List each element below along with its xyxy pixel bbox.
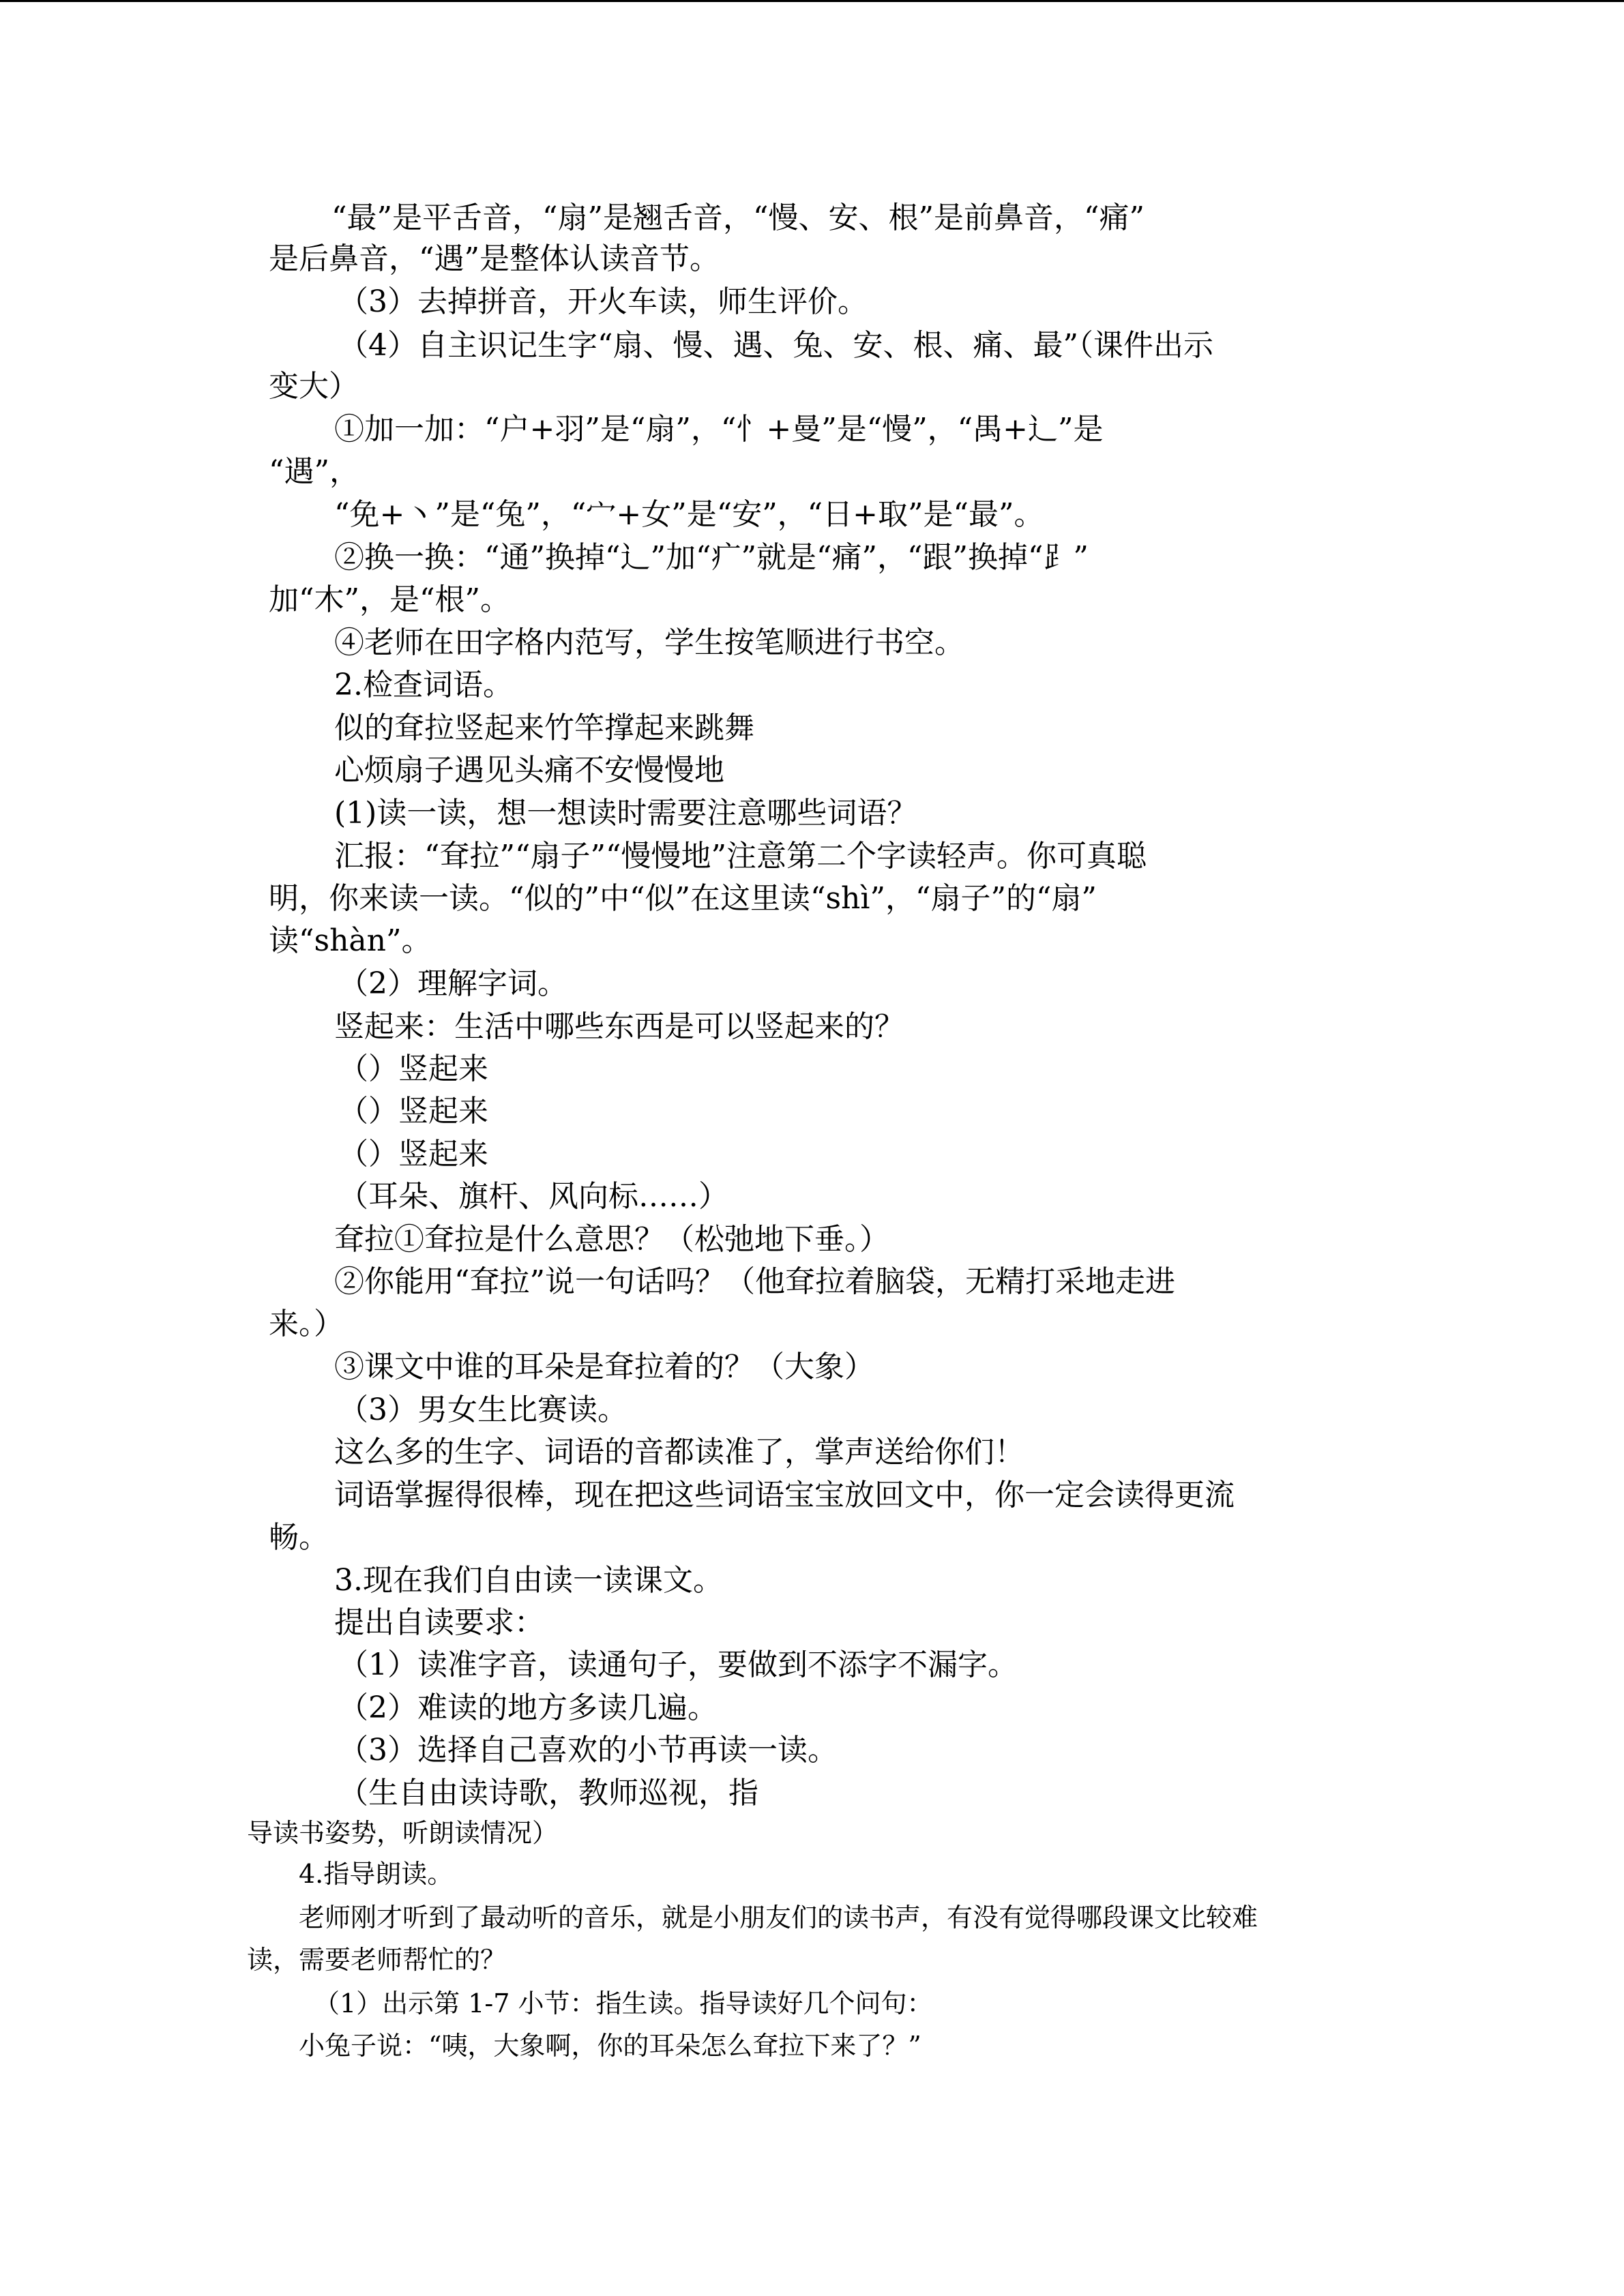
text-line: “免+丶”是“兔”，“宀+女”是“安”，“日+取”是“最”。 <box>334 497 1044 532</box>
text-line: 提出自读要求： <box>334 1605 544 1640</box>
text-line: 读“shàn”。 <box>269 923 432 958</box>
text-line: （3）去掉拼音，开火车读，师生评价。 <box>338 284 868 319</box>
text-line: (1)读一读，想一想读时需要注意哪些词语？ <box>334 796 917 831</box>
text-line: 老师刚才听到了最动听的音乐，就是小朋友们的读书声，有没有觉得哪段课文比较难 <box>299 1903 1258 1933</box>
text-line: ④老师在田字格内范写，学生按笔顺进行书空。 <box>334 625 964 660</box>
text-line: “遇”， <box>269 454 359 489</box>
text-line: 3.现在我们自由读一读课文。 <box>334 1563 723 1598</box>
text-line: （生自由读诗歌，教师巡视，指 <box>338 1776 758 1810</box>
text-line: 汇报：“耷拉”“扇子”“慢慢地”注意第二个字读轻声。你可真聪 <box>334 839 1147 874</box>
text-line: 是后鼻音，“遇”是整体认读音节。 <box>269 241 720 276</box>
text-line: （3）选择自己喜欢的小节再读一读。 <box>338 1733 838 1768</box>
text-line: （）竖起来 <box>338 1052 488 1086</box>
text-line: 导读书姿势，听朗读情况） <box>247 1818 559 1848</box>
text-line: 耷拉①耷拉是什么意思？（松弛地下垂。） <box>334 1222 889 1257</box>
text-line: （1）读准字音，读通句子，要做到不添字不漏字。 <box>338 1648 1018 1682</box>
text-line: 这么多的生字、词语的音都读准了，掌声送给你们！ <box>334 1435 1024 1470</box>
text-line: 读，需要老师帮忙的？ <box>247 1945 507 1975</box>
text-line: 2.检查词语。 <box>334 668 513 702</box>
text-line: 明，你来读一读。“似的”中“似”在这里读“shì”，“扇子”的“扇” <box>269 881 1097 916</box>
text-line: 小兔子说：“咦，大象啊，你的耳朵怎么耷拉下来了？” <box>299 2031 921 2061</box>
text-line: （）竖起来 <box>338 1137 488 1172</box>
text-line: “最”是平舌音，“扇”是翘舌音，“慢、安、根”是前鼻音，“痛” <box>331 200 1145 235</box>
text-line: 心烦扇子遇见头痛不安慢慢地 <box>334 753 724 788</box>
text-line: 竖起来：生活中哪些东西是可以竖起来的？ <box>334 1009 904 1044</box>
text-line: 变大） <box>269 369 359 404</box>
text-line: （3）男女生比赛读。 <box>338 1392 628 1427</box>
text-line: 来。） <box>269 1307 344 1341</box>
text-line: ②换一换：“通”换掉“辶”加“疒”就是“痛”，“跟”换掉“⻊” <box>334 540 1089 575</box>
text-line: （4）自主识记生字“扇、慢、遇、兔、安、根、痛、最”（课件出示 <box>338 328 1213 363</box>
text-line: 加“木”，是“根”。 <box>269 582 510 617</box>
text-line: 4.指导朗读。 <box>299 1859 454 1889</box>
text-line: ①加一加：“户+羽”是“扇”，“忄+曼”是“慢”，“禺+辶”是 <box>334 412 1104 447</box>
text-line: （）竖起来 <box>338 1094 488 1129</box>
top-border-line <box>0 0 1624 2</box>
text-line: （2）理解字词。 <box>338 966 567 1001</box>
text-line: 畅。 <box>269 1520 329 1555</box>
text-line: 词语掌握得很棒，现在把这些词语宝宝放回文中，你一定会读得更流 <box>334 1478 1235 1512</box>
text-line: ③课文中谁的耳朵是耷拉着的？（大象） <box>334 1350 874 1384</box>
text-line: 似的耷拉竖起来竹竿撑起来跳舞 <box>334 711 754 745</box>
text-line: （1）出示第 1-7 小节：指生读。指导读好几个问句： <box>314 1988 933 2018</box>
text-line: （耳朵、旗杆、风向标……） <box>338 1179 728 1214</box>
text-line: （2）难读的地方多读几遍。 <box>338 1690 718 1725</box>
text-line: ②你能用“耷拉”说一句话吗？（他耷拉着脑袋，无精打采地走进 <box>334 1264 1175 1299</box>
